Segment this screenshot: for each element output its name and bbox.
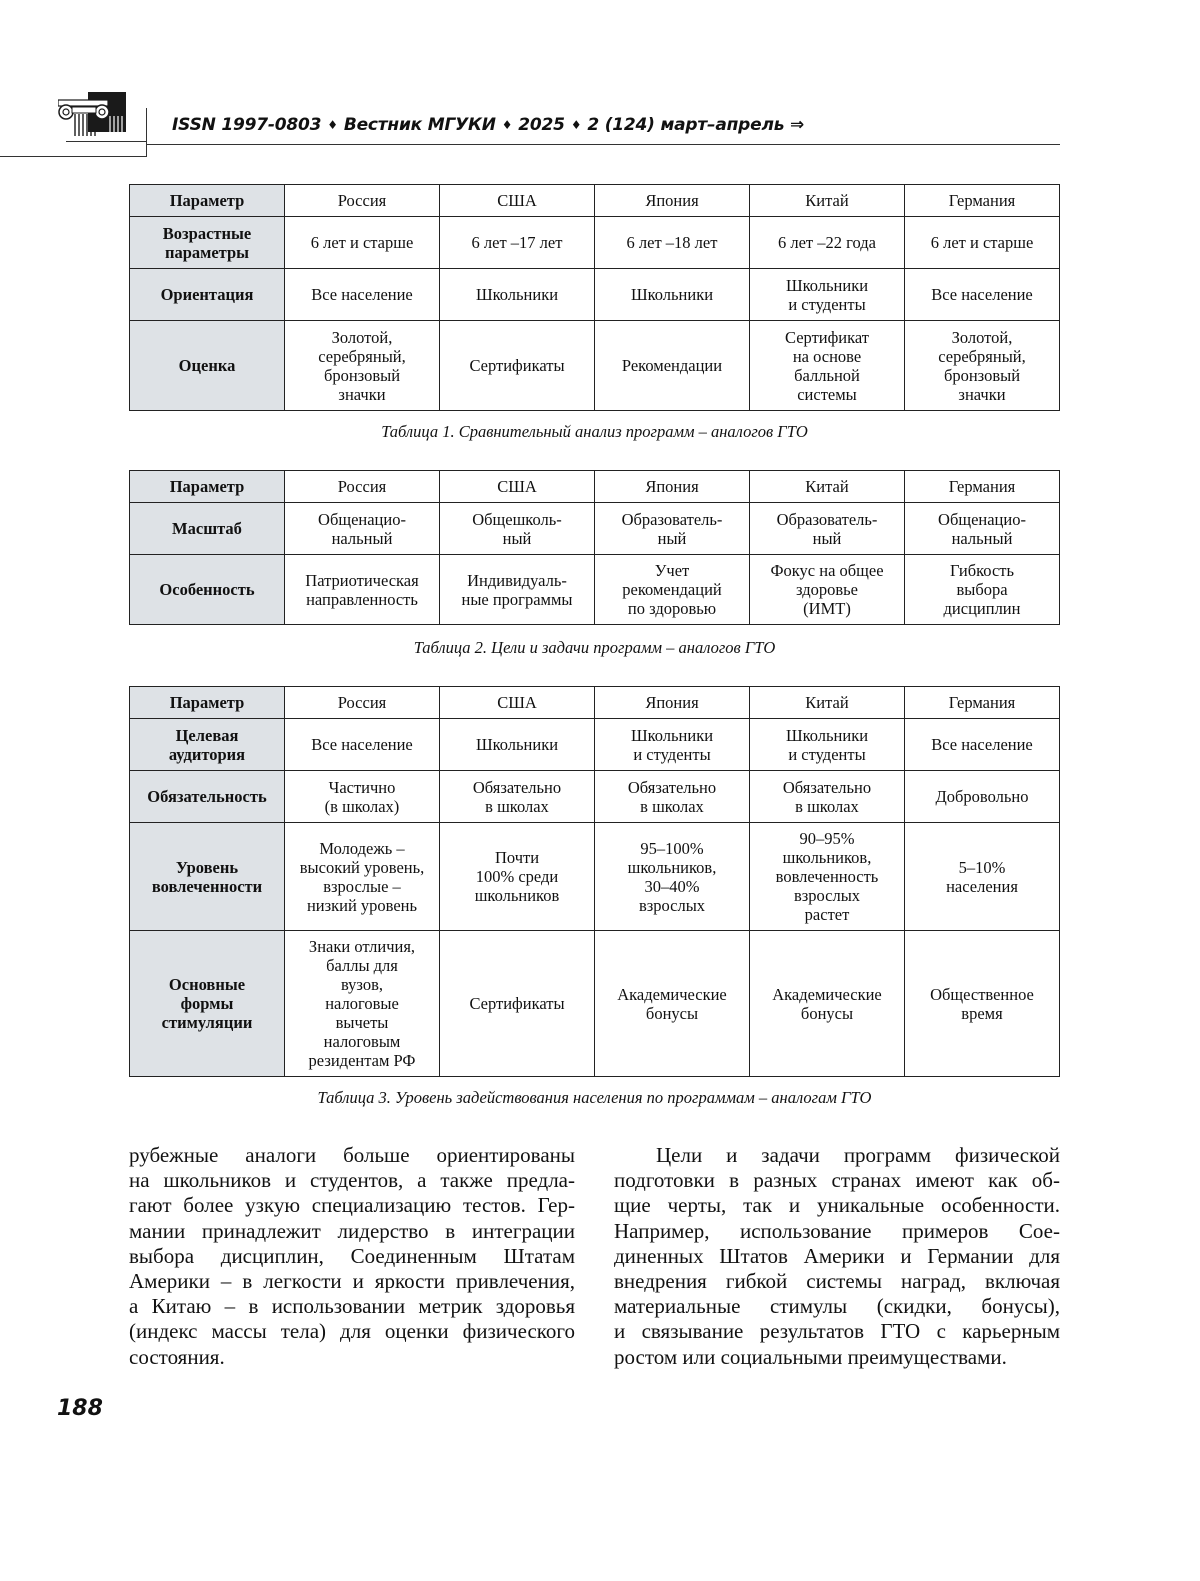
- table-cell: 6 лет –18 лет: [595, 217, 750, 269]
- table-cell: Китай: [750, 471, 905, 503]
- table-cell: Золотой, серебряный, бронзовый значки: [905, 321, 1060, 411]
- table-row: [130, 555, 1060, 625]
- table-header-row: [130, 185, 1060, 217]
- table-cell: Россия: [285, 687, 440, 719]
- table-cell: США: [440, 185, 595, 217]
- table-header-row: [130, 471, 1060, 503]
- table-cell: Фокус на общее здоровье (ИМТ): [750, 555, 905, 625]
- text-line: выбора дисциплин, Соединенным Штатам: [129, 1243, 575, 1268]
- text-line: и связывание результатов ГТО с карьерным: [614, 1319, 1060, 1344]
- table-cell: Гибкость выбора дисциплин: [905, 555, 1060, 625]
- table-body: [130, 471, 1060, 625]
- table-cell: 6 лет и старше: [285, 217, 440, 269]
- table-cell: Обязательно в школах: [440, 771, 595, 823]
- table-cell: Все население: [905, 269, 1060, 321]
- header-separator: ♦: [501, 118, 513, 132]
- table-cell: Знаки отличия, баллы для вузов, налоговые вычеты налоговым резидентам РФ: [285, 931, 440, 1077]
- table-cell: Япония: [595, 687, 750, 719]
- table-row: [130, 269, 1060, 321]
- header-arrow-icon: ⇒: [790, 115, 805, 135]
- table-cell: Школьники: [595, 269, 750, 321]
- header-issue: 2 (124) март–апрель: [587, 115, 785, 135]
- table-cell: Общенацио- нальный: [285, 503, 440, 555]
- page-number: 188: [57, 1396, 103, 1421]
- table-cell: США: [440, 687, 595, 719]
- header-frame-line: [66, 141, 146, 142]
- header-year: 2025: [518, 115, 565, 135]
- table-cell: Сертификат на основе балльной системы: [750, 321, 905, 411]
- table-cell: Школьники: [440, 269, 595, 321]
- table-cell: Германия: [905, 687, 1060, 719]
- table-row: [130, 321, 1060, 411]
- table-cell: 6 лет –17 лет: [440, 217, 595, 269]
- text-line: щие черты, так и уникальные особенности.: [614, 1193, 1060, 1218]
- header-frame-line: [146, 108, 147, 156]
- table-1: [129, 184, 1060, 411]
- table-cell: Рекомендации: [595, 321, 750, 411]
- table-1-caption: Таблица 1. Сравнительный анализ программ – аналогов ГТО: [381, 422, 808, 441]
- param-cell: Особенность: [130, 555, 285, 625]
- table-body: [130, 185, 1060, 411]
- table-cell: Сертификаты: [440, 931, 595, 1077]
- table-cell: США: [440, 471, 595, 503]
- text-line: Цели и задачи программ физической: [656, 1143, 1060, 1167]
- param-cell: Параметр: [130, 185, 285, 217]
- table-cell: Общественное время: [905, 931, 1060, 1077]
- text-line: Америки – в легкости и яркости привлечения,: [129, 1269, 575, 1294]
- table-cell: Индивидуаль- ные программы: [440, 555, 595, 625]
- body-text-left-column: [129, 1143, 575, 1370]
- text-line: а Китаю – в использовании метрик здоровья: [129, 1294, 575, 1319]
- table-cell: Золотой, серебряный, бронзовый значки: [285, 321, 440, 411]
- table-header-row: [130, 687, 1060, 719]
- table-cell: 6 лет и старше: [905, 217, 1060, 269]
- text-line: диненных Штатов Америки и Германии для: [614, 1243, 1060, 1268]
- text-line: мании принадлежит лидерство в интеграции: [129, 1218, 575, 1243]
- text-line: (индекс массы тела) для оценки физического: [129, 1319, 575, 1344]
- text-line: ростом или социальными преимуществами.: [614, 1344, 1007, 1369]
- table-cell: Школьники: [440, 719, 595, 771]
- table-3-caption: Таблица 3. Уровень задействования населения по программам – аналогам ГТО: [317, 1088, 872, 1107]
- header-rule: [146, 144, 1060, 145]
- table-cell: 95–100% школьников, 30–40% взрослых: [595, 823, 750, 931]
- table-cell: 5–10% населения: [905, 823, 1060, 931]
- table-cell: Академические бонусы: [595, 931, 750, 1077]
- text-line: состояния.: [129, 1344, 225, 1369]
- table-cell: Германия: [905, 185, 1060, 217]
- text-line: гают более узкую специализацию тестов. Гер-: [129, 1193, 575, 1218]
- table-cell: Патриотическая направленность: [285, 555, 440, 625]
- param-cell: Обязательность: [130, 771, 285, 823]
- table-cell: Обязательно в школах: [595, 771, 750, 823]
- table-cell: Школьники и студенты: [595, 719, 750, 771]
- header-journal: Вестник МГУКИ: [343, 115, 496, 135]
- param-cell: Ориентация: [130, 269, 285, 321]
- table-row: [130, 771, 1060, 823]
- running-header: [172, 115, 804, 135]
- text-line: подготовки в разных странах имеют как об-: [614, 1168, 1060, 1193]
- table-cell: Общенацио- нальный: [905, 503, 1060, 555]
- table-cell: Все население: [285, 269, 440, 321]
- journal-logo-icon: [58, 92, 128, 138]
- param-cell: Возрастные параметры: [130, 217, 285, 269]
- text-line: внедрения гибкой системы наград, включая: [614, 1269, 1060, 1294]
- table-row: [130, 719, 1060, 771]
- table-cell: Все население: [905, 719, 1060, 771]
- table-cell: Академические бонусы: [750, 931, 905, 1077]
- text-line: Например, использование примеров Сое-: [614, 1218, 1060, 1243]
- table-body: [130, 687, 1060, 1077]
- table-cell: Китай: [750, 687, 905, 719]
- text-line: рубежные аналоги больше ориентированы: [129, 1143, 575, 1167]
- text-line: материальные стимулы (скидки, бонусы),: [614, 1294, 1060, 1319]
- table-cell: Германия: [905, 471, 1060, 503]
- table-cell: Молодежь – высокий уровень, взрослые – низкий уровень: [285, 823, 440, 931]
- text-line: на школьников и студентов, а также предла-: [129, 1168, 575, 1193]
- table-cell: Учет рекомендаций по здоровью: [595, 555, 750, 625]
- table-cell: Сертификаты: [440, 321, 595, 411]
- param-cell: Параметр: [130, 687, 285, 719]
- table-cell: Школьники и студенты: [750, 269, 905, 321]
- table-cell: Обязательно в школах: [750, 771, 905, 823]
- header-frame-line: [0, 156, 147, 157]
- table-2: [129, 470, 1060, 625]
- table-row: [130, 503, 1060, 555]
- table-cell: Россия: [285, 471, 440, 503]
- table-row: [130, 823, 1060, 931]
- param-cell: Параметр: [130, 471, 285, 503]
- param-cell: Оценка: [130, 321, 285, 411]
- body-text-right-column: [614, 1143, 1060, 1370]
- table-cell: 6 лет –22 года: [750, 217, 905, 269]
- param-cell: Целевая аудитория: [130, 719, 285, 771]
- table-cell: Все население: [285, 719, 440, 771]
- param-cell: Масштаб: [130, 503, 285, 555]
- table-cell: Добровольно: [905, 771, 1060, 823]
- table-3: [129, 686, 1060, 1077]
- table-cell: Образователь- ный: [750, 503, 905, 555]
- header-separator: ♦: [327, 118, 338, 132]
- table-row: [130, 931, 1060, 1077]
- header-issn: ISSN 1997-0803: [172, 115, 322, 135]
- table-cell: Почти 100% среди школьников: [440, 823, 595, 931]
- table-cell: Китай: [750, 185, 905, 217]
- param-cell: Основные формы стимуляции: [130, 931, 285, 1077]
- table-cell: Япония: [595, 471, 750, 503]
- table-cell: Образователь- ный: [595, 503, 750, 555]
- table-row: [130, 217, 1060, 269]
- table-cell: 90–95% школьников, вовлеченность взрослых растет: [750, 823, 905, 931]
- table-cell: Школьники и студенты: [750, 719, 905, 771]
- table-cell: Общешколь- ный: [440, 503, 595, 555]
- table-cell: Япония: [595, 185, 750, 217]
- param-cell: Уровень вовлеченности: [130, 823, 285, 931]
- table-cell: Россия: [285, 185, 440, 217]
- header-separator: ♦: [570, 118, 582, 132]
- table-cell: Частично (в школах): [285, 771, 440, 823]
- table-2-caption: Таблица 2. Цели и задачи программ – аналогов ГТО: [413, 638, 776, 657]
